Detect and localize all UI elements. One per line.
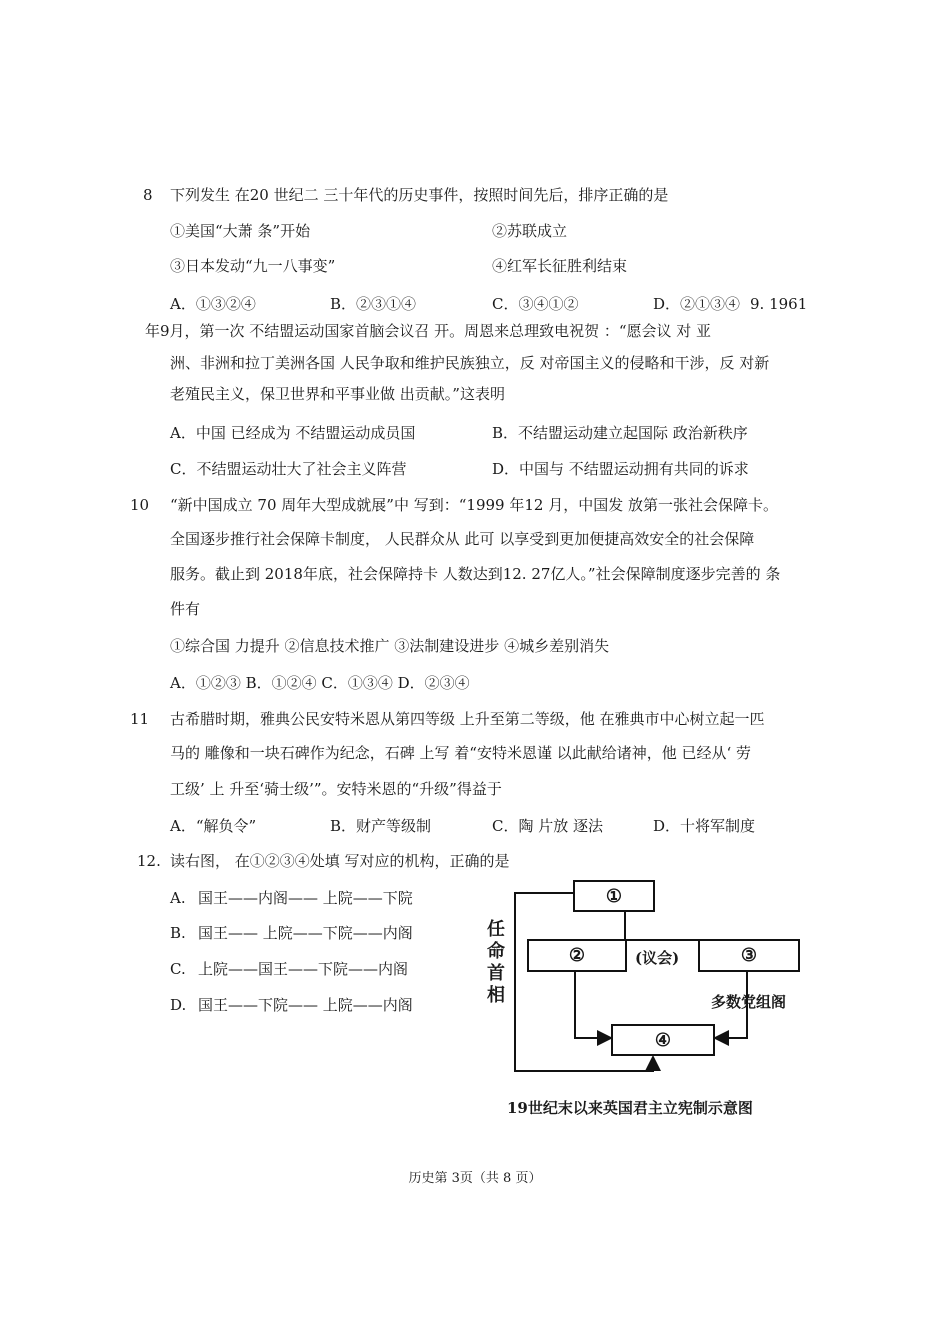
q8-option-d: D．②①③④: [653, 295, 741, 313]
q9-line-2: 洲、非洲和拉丁美洲各国 人民争取和维护民族独立，反 对帝国主义的侵略和干涉，反 对新: [170, 354, 770, 372]
q8-option-c: C．③④①②: [492, 295, 579, 313]
q12-stem: 读右图， 在①②③④处填 写对应的机构，正确的是: [170, 852, 510, 870]
q9-option-c: C．不结盟运动壮大了社会主义阵营: [170, 460, 407, 478]
q8-option-b: B．②③①④: [330, 295, 417, 313]
q9-line-1: 年9月，第一次 不结盟运动国家首脑会议召 开。周恩来总理致电祝贺 ：“愿会议 对 亚: [145, 322, 712, 340]
q10-options: A．①②③ B．①②④ C．①③④ D．②③④: [170, 674, 470, 692]
appoint-pm-char-2: 命: [487, 941, 505, 962]
q12-option-b-letter: B.: [170, 924, 186, 942]
appoint-pm-char-3: 首: [487, 963, 505, 984]
parliament-label: (议会): [635, 949, 680, 967]
q11-option-b: B．财产等级制: [330, 817, 432, 835]
q12-option-c-letter: C.: [170, 960, 186, 978]
q11-option-c: C．陶 片放 逐法: [492, 817, 604, 835]
q10-line-2: 全国逐步推行社会保障卡制度， 人民群众从 此可 以享受到更加便捷高效安全的社会保障: [170, 530, 755, 548]
q10-line-1: “新中国成立 70 周年大型成就展”中 写到：“1999 年12 月，中国发 放第一张社会保障卡。: [170, 496, 778, 514]
q8-item-4: ④红军长征胜利结束: [492, 257, 628, 275]
q12-option-d-letter: D.: [170, 996, 187, 1014]
q12-option-a: 国王——内阁—— 上院——下院: [198, 889, 413, 907]
q11-number: 11: [130, 710, 150, 728]
appoint-pm-label: [486, 919, 506, 1007]
q9-line-3: 老殖民主义，保卫世界和平事业做 出贡献。”这表明: [170, 385, 505, 403]
diagram-box-1: ①: [573, 880, 655, 912]
page-footer: 历史第 3页（共 8 页）: [408, 1171, 542, 1186]
q9-option-b: B．不结盟运动建立起国际 政治新秩序: [492, 424, 748, 442]
q11-line-3: 工级’ 上 升至‘骑士级’”。安特米恩的“升级”得益于: [170, 780, 502, 798]
q12-option-c: 上院——国王——下院——内阁: [198, 960, 409, 978]
q10-number: 10: [130, 496, 150, 514]
q8-stem: 下列发生 在20 世纪二 三十年代的历史事件，按照时间先后，排序正确的是: [170, 186, 669, 204]
diagram-box-2: ②: [527, 939, 627, 972]
q12-option-b: 国王—— 上院——下院——内阁: [198, 924, 413, 942]
q9-option-d: D．中国与 不结盟运动拥有共同的诉求: [492, 460, 749, 478]
q10-line-4: 件有: [170, 600, 201, 618]
q10-line-3: 服务。截止到 2018年底，社会保障持卡 人数达到12. 27亿人。”社会保障制度逐步完善的 条: [170, 565, 781, 583]
constitutional-monarchy-diagram: [485, 875, 805, 1125]
q11-option-a: A．“解负令”: [170, 817, 257, 835]
majority-party-label: 多数党组阁: [711, 993, 787, 1011]
diagram-caption: 19世纪末以来英国君主立宪制示意图: [507, 1099, 753, 1117]
q9-number: 9. 1961: [750, 295, 808, 313]
q8-option-a: A．①③②④: [170, 295, 256, 313]
diagram-box-3: ③: [698, 939, 800, 972]
q8-item-3: ③日本发动“九一八事变”: [170, 257, 336, 275]
q8-item-1: ①美国“大萧 条”开始: [170, 222, 311, 240]
q11-line-1: 古希腊时期，雅典公民安特米恩从第四等级 上升至第二等级，他 在雅典市中心树立起一匹: [170, 710, 765, 728]
diagram-box-4: ④: [611, 1024, 715, 1056]
appoint-pm-char-1: 任: [487, 919, 505, 940]
q12-option-d: 国王——下院—— 上院——内阁: [198, 996, 413, 1014]
q8-number: 8: [143, 186, 153, 204]
q11-option-d: D．十将军制度: [653, 817, 756, 835]
q8-item-2: ②苏联成立: [492, 222, 568, 240]
q10-items: ①综合国 力提升 ②信息技术推广 ③法制建设进步 ④城乡差别消失: [170, 637, 610, 655]
q9-option-a: A．中国 已经成为 不结盟运动成员国: [170, 424, 416, 442]
q12-option-a-letter: A.: [170, 889, 186, 907]
q11-line-2: 马的 雕像和一块石碑作为纪念，石碑 上写 着“安特米恩谨 以此献给诸神，他 已经从‘ 劳: [170, 744, 752, 762]
q12-number: 12.: [137, 852, 161, 870]
appoint-pm-char-4: 相: [487, 985, 505, 1006]
